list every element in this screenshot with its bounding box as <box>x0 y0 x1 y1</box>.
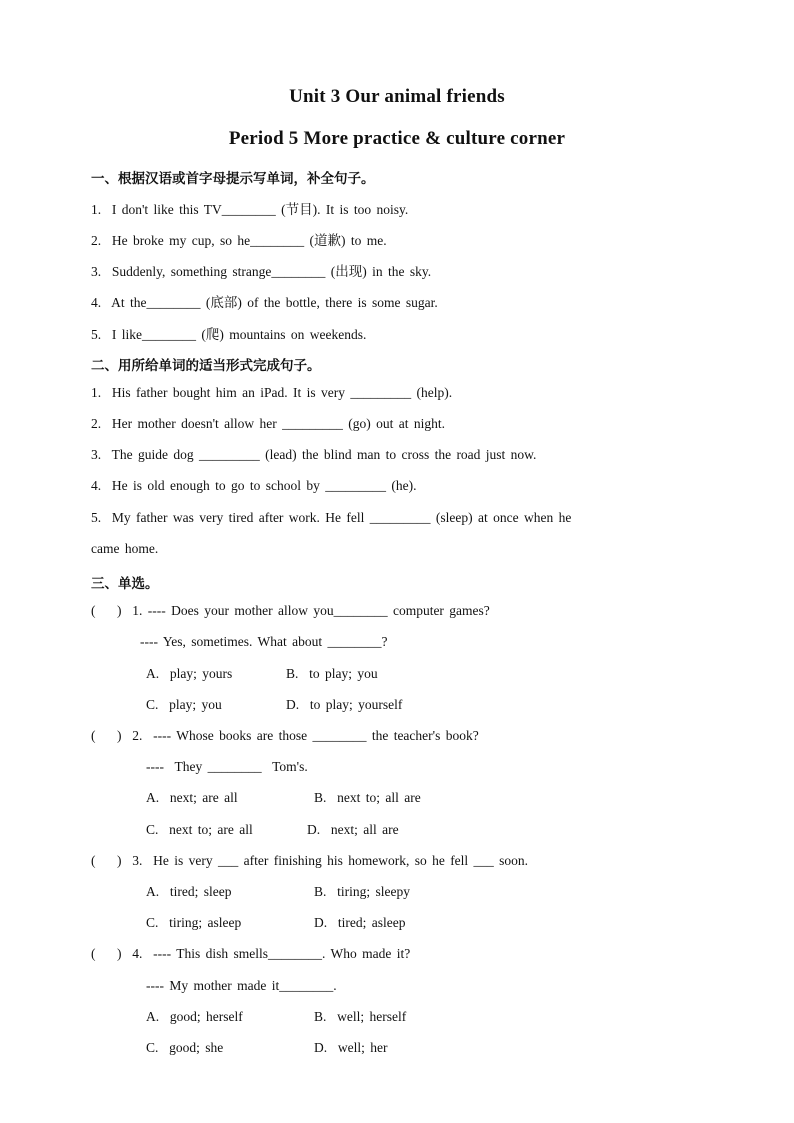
section2-item-5: 5. My father was very tired after work. He fell _________ (sleep) at once when he <box>91 510 572 525</box>
question-1-option-b: B. to play; you <box>286 666 378 681</box>
section1-item-3: 3. Suddenly, something strange________ (出现) in the sky. <box>91 264 432 279</box>
section1-item-2: 2. He broke my cup, so he________ (道歉) to me. <box>91 233 387 248</box>
question-4-reply: ---- My mother made it________. <box>146 978 337 993</box>
question-3-option-c: C. tiring; asleep <box>146 915 242 930</box>
question-4-stem: ( ) 4. ---- This dish smells________. Who made it? <box>91 946 411 961</box>
section3-heading: 三、单选。 <box>91 576 159 592</box>
section2-item-2: 2. Her mother doesn't allow her _________ (go) out at night. <box>91 416 445 431</box>
question-3-option-a: A. tired; sleep <box>146 884 232 899</box>
section2-heading: 二、用所给单词的适当形式完成句子。 <box>91 358 321 374</box>
question-3-option-d: D. tired; asleep <box>314 915 406 930</box>
question-4-option-d: D. well; her <box>314 1040 388 1055</box>
question-2-option-b: B. next to; all are <box>314 790 421 805</box>
section1-item-4: 4. At the________ (底部) of the bottle, there is some sugar. <box>91 295 438 310</box>
question-4-option-a: A. good; herself <box>146 1009 243 1024</box>
question-3-option-b: B. tiring; sleepy <box>314 884 410 899</box>
question-1-stem: ( ) 1. ---- Does your mother allow you________ computer games? <box>91 603 490 618</box>
question-2-stem: ( ) 2. ---- Whose books are those ________ the teacher's book? <box>91 728 479 743</box>
section1-item-5: 5. I like________ (爬) mountains on weekends. <box>91 327 367 342</box>
question-1-option-a: A. play; yours <box>146 666 233 681</box>
page-title: Unit 3 Our animal friends <box>289 86 505 107</box>
question-4-option-c: C. good; she <box>146 1040 224 1055</box>
question-2-option-d: D. next; all are <box>307 822 399 837</box>
section1-heading: 一、根据汉语或首字母提示写单词，补全句子。 <box>91 171 375 187</box>
question-3-stem: ( ) 3. He is very ___ after finishing his homework, so he fell ___ soon. <box>91 853 529 868</box>
page-subtitle: Period 5 More practice & culture corner <box>228 128 566 149</box>
section2-item-5-continued: came home. <box>91 541 159 556</box>
question-2-option-a: A. next; are all <box>146 790 238 805</box>
question-2-reply: ---- They ________ Tom's. <box>146 759 308 774</box>
section2-item-4: 4. He is old enough to go to school by _________ (he). <box>91 478 417 493</box>
question-2-option-c: C. next to; are all <box>146 822 253 837</box>
question-1-option-d: D. to play; yourself <box>286 697 403 712</box>
question-1-reply: ---- Yes, sometimes. What about ________? <box>140 634 388 649</box>
question-1-option-c: C. play; you <box>146 697 222 712</box>
section1-item-1: 1. I don't like this TV________ (节目). It is too noisy. <box>91 202 409 217</box>
section2-item-3: 3. The guide dog _________ (lead) the blind man to cross the road just now. <box>91 447 537 462</box>
question-4-option-b: B. well; herself <box>314 1009 407 1024</box>
section2-item-1: 1. His father bought him an iPad. It is very _________ (help). <box>91 385 453 400</box>
